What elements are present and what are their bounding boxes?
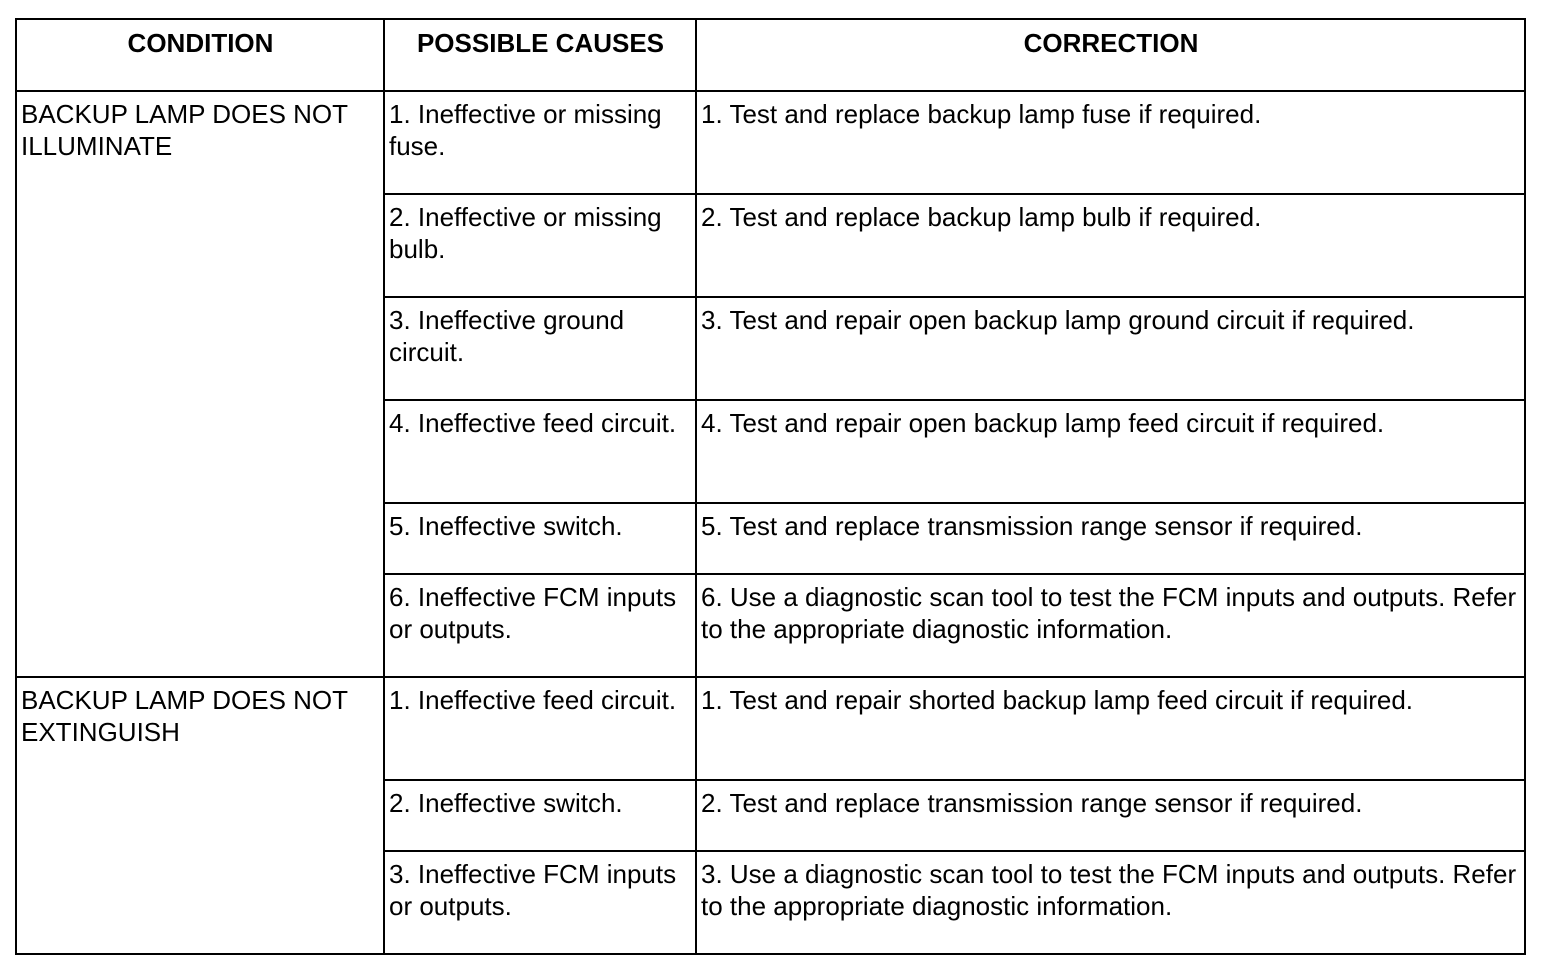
cause-cell: 6. Ineffective FCM inputs or outputs. [384,574,696,677]
condition-cell: BACKUP LAMP DOES NOT EXTINGUISH [16,677,384,954]
correction-cell: 3. Use a diagnostic scan tool to test the FCM inputs and outputs. Refer to the appropriate diagnostic information. [696,851,1525,954]
header-row [16,19,1525,91]
condition-cell: BACKUP LAMP DOES NOT ILLUMINATE [16,91,384,677]
cause-cell: 2. Ineffective switch. [384,780,696,851]
correction-cell: 5. Test and replace transmission range sensor if required. [696,503,1525,574]
cause-cell: 3. Ineffective ground circuit. [384,297,696,400]
header-condition: CONDITION [16,19,384,91]
correction-cell: 1. Test and repair shorted backup lamp feed circuit if required. [696,677,1525,780]
correction-cell: 3. Test and repair open backup lamp ground circuit if required. [696,297,1525,400]
cause-cell: 1. Ineffective feed circuit. [384,677,696,780]
header-possible-causes: POSSIBLE CAUSES [384,19,696,91]
correction-cell: 4. Test and repair open backup lamp feed circuit if required. [696,400,1525,503]
correction-cell: 2. Test and replace transmission range sensor if required. [696,780,1525,851]
header-correction: CORRECTION [696,19,1525,91]
correction-cell: 2. Test and replace backup lamp bulb if required. [696,194,1525,297]
table-row [16,91,1525,194]
cause-cell: 2. Ineffective or missing bulb. [384,194,696,297]
cause-cell: 3. Ineffective FCM inputs or outputs. [384,851,696,954]
diagnosis-table [15,18,1526,955]
correction-cell: 6. Use a diagnostic scan tool to test the FCM inputs and outputs. Refer to the appropriate diagnostic information. [696,574,1525,677]
cause-cell: 5. Ineffective switch. [384,503,696,574]
cause-cell: 4. Ineffective feed circuit. [384,400,696,503]
cause-cell: 1. Ineffective or missing fuse. [384,91,696,194]
table-row [16,677,1525,780]
correction-cell: 1. Test and replace backup lamp fuse if required. [696,91,1525,194]
